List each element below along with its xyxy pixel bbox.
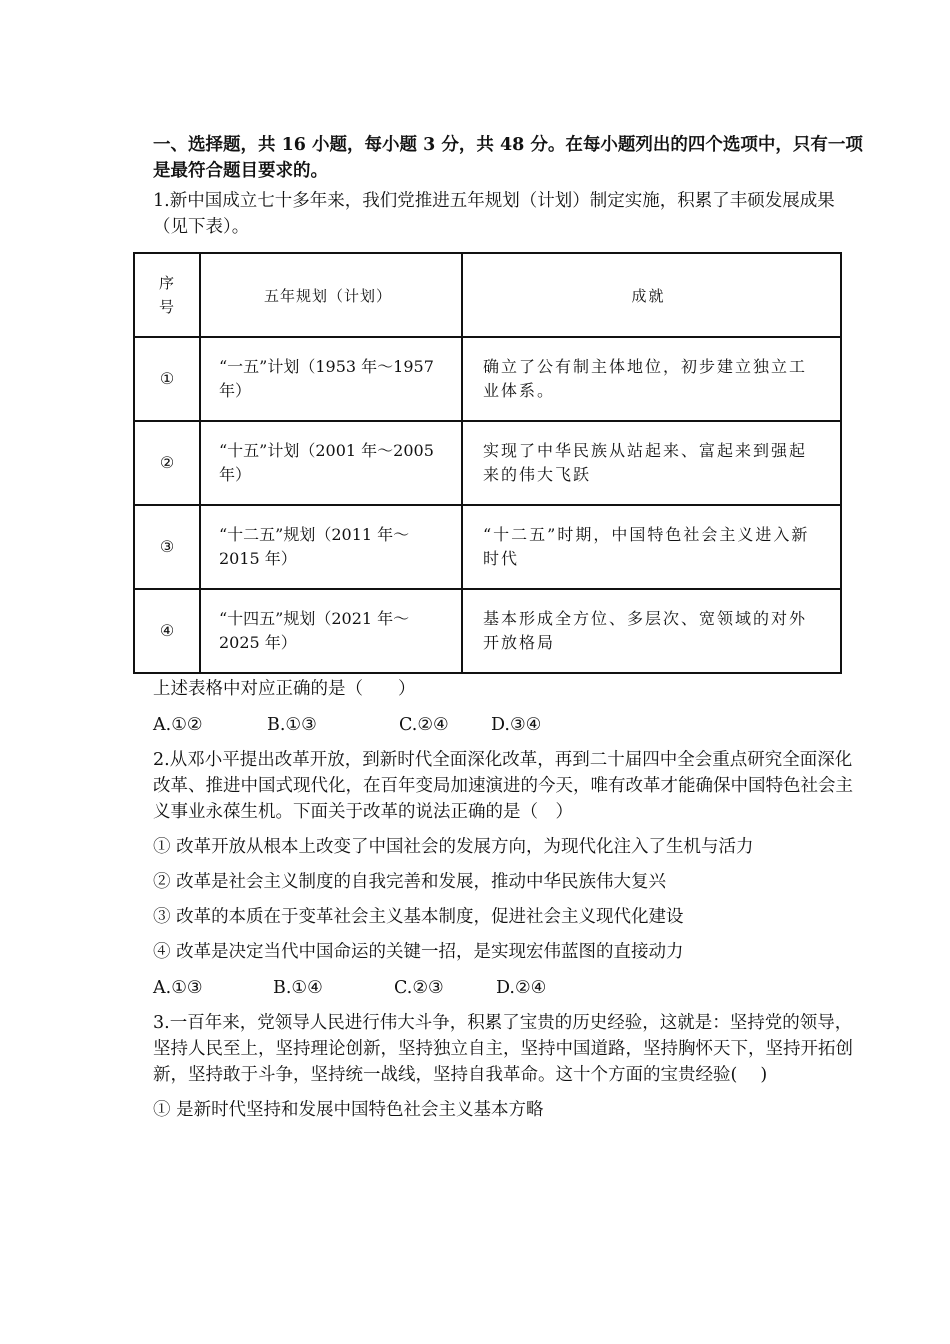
question-2-stem: 2.从邓小平提出改革开放，到新时代全面深化改革，再到二十届四中全会重点研究全面深化改革、推进中国式现代化，在百年变局加速演进的今天，唯有改革才能确保中国特色社会主义事业永葆生机。下面关于改革的说法正确的是（ ） bbox=[153, 750, 853, 822]
question-2-statement: ③ 改革的本质在于变革社会主义基本制度，促进社会主义现代化建设 bbox=[153, 907, 684, 927]
five-year-plan-table-wrapper bbox=[133, 252, 842, 674]
header-achievement: 成就 bbox=[462, 253, 841, 337]
option-b[interactable]: B.①④ bbox=[273, 978, 323, 998]
row-number: ③ bbox=[134, 505, 200, 589]
table-row bbox=[134, 421, 841, 505]
section-title: 一、选择题，共 16 小题，每小题 3 分，共 48 分。在每小题列出的四个选项中，只有一项是最符合题目要求的。 bbox=[153, 135, 863, 181]
row-plan: “一五”计划（1953 年～1957 年） bbox=[200, 337, 462, 421]
question-3-stem: 3.一百年来，党领导人民进行伟大斗争，积累了宝贵的历史经验，这就是：坚持党的领导，坚持人民至上，坚持理论创新，坚持独立自主，坚持中国道路，坚持胸怀天下，坚持开拓创新，坚持敢于斗争，坚持统一战线，坚持自我革命。这十个方面的宝贵经验( ) bbox=[153, 1013, 853, 1085]
row-achievement: 实现了中华民族从站起来、富起来到强起来的伟大飞跃 bbox=[462, 421, 841, 505]
row-plan: “十五”计划（2001 年～2005 年） bbox=[200, 421, 462, 505]
option-a[interactable]: A.①③ bbox=[153, 978, 203, 998]
row-plan: “十二五”规划（2011 年～2015 年） bbox=[200, 505, 462, 589]
table-header-row bbox=[134, 253, 841, 337]
question-2-statement: ① 改革开放从根本上改变了中国社会的发展方向，为现代化注入了生机与活力 bbox=[153, 837, 754, 857]
row-plan: “十四五”规划（2021 年～2025 年） bbox=[200, 589, 462, 673]
option-a[interactable]: A.①② bbox=[153, 715, 203, 735]
question-1-options bbox=[153, 712, 863, 738]
question-1-prompt: 上述表格中对应正确的是（ ） bbox=[153, 679, 416, 699]
row-achievement: 基本形成全方位、多层次、宽领域的对外开放格局 bbox=[462, 589, 841, 673]
header-plan: 五年规划（计划） bbox=[200, 253, 462, 337]
question-2-options bbox=[153, 975, 863, 1001]
question-2-statement: ② 改革是社会主义制度的自我完善和发展，推动中华民族伟大复兴 bbox=[153, 872, 667, 892]
option-c[interactable]: C.②④ bbox=[399, 715, 449, 735]
table-row bbox=[134, 589, 841, 673]
option-d[interactable]: D.②④ bbox=[496, 978, 547, 998]
five-year-plan-table bbox=[133, 252, 842, 674]
question-1-stem: 1.新中国成立七十多年来，我们党推进五年规划（计划）制定实施，积累了丰硕发展成果（见下表）。 bbox=[153, 191, 835, 237]
option-d[interactable]: D.③④ bbox=[491, 715, 542, 735]
option-b[interactable]: B.①③ bbox=[267, 715, 317, 735]
question-2-statement: ④ 改革是决定当代中国命运的关键一招，是实现宏伟蓝图的直接动力 bbox=[153, 942, 684, 962]
questions-body bbox=[153, 676, 863, 1123]
question-3-statement: ① 是新时代坚持和发展中国特色社会主义基本方略 bbox=[153, 1100, 544, 1120]
table-row bbox=[134, 337, 841, 421]
row-number: ① bbox=[134, 337, 200, 421]
row-achievement: “十二五”时期，中国特色社会主义进入新时代 bbox=[462, 505, 841, 589]
row-number: ② bbox=[134, 421, 200, 505]
header-number: 序号 bbox=[134, 253, 200, 337]
option-c[interactable]: C.②③ bbox=[394, 978, 444, 998]
row-number: ④ bbox=[134, 589, 200, 673]
table-row bbox=[134, 505, 841, 589]
header-block bbox=[153, 132, 863, 240]
row-achievement: 确立了公有制主体地位，初步建立独立工业体系。 bbox=[462, 337, 841, 421]
